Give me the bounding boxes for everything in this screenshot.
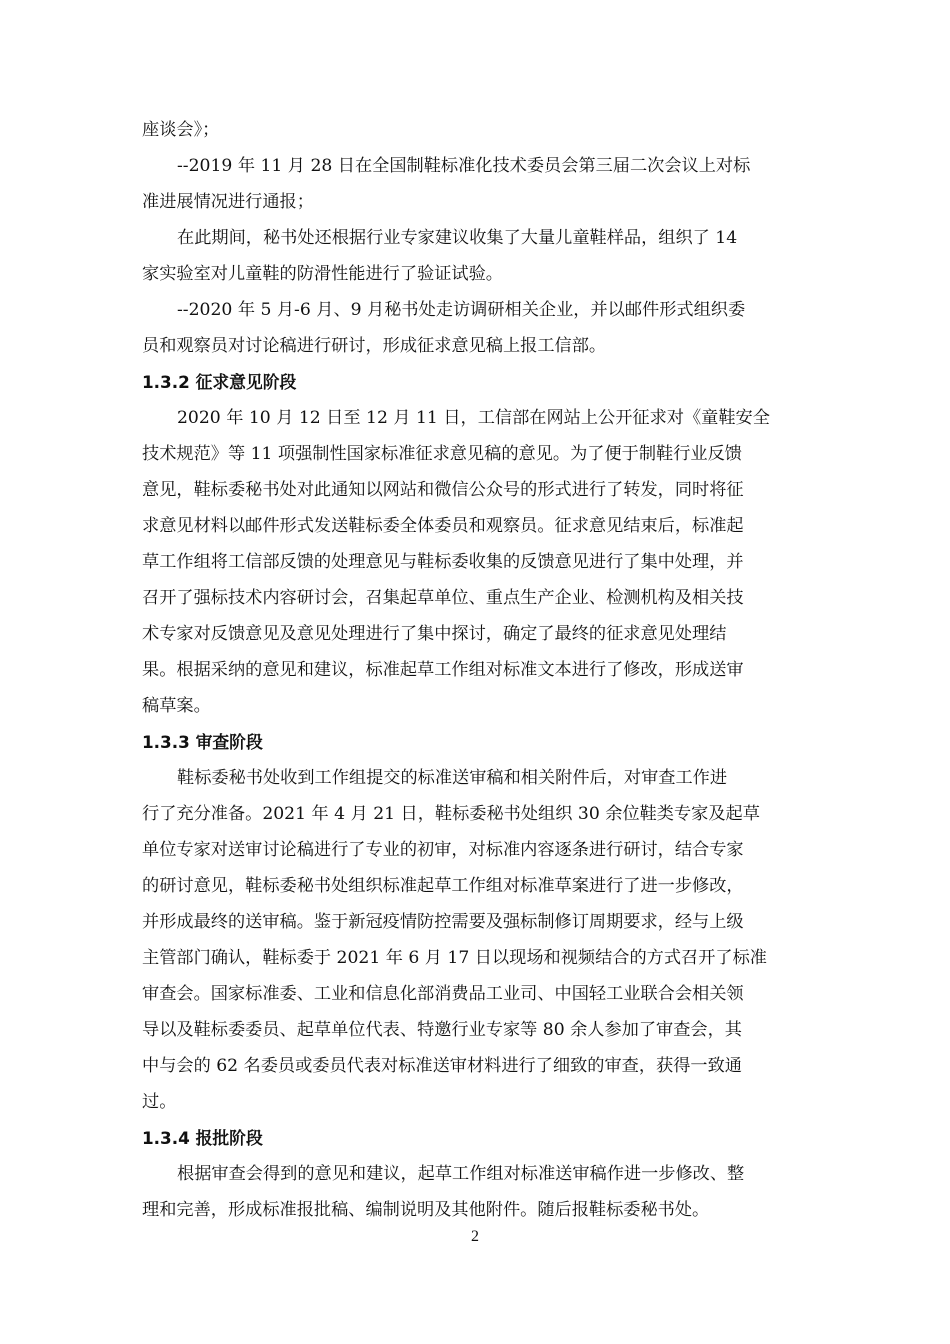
- text-line: 的研讨意见，鞋标委秘书处组织标准起草工作组对标准草案进行了进一步修改，: [142, 876, 744, 896]
- text-line: 意见，鞋标委秘书处对此通知以网站和微信公众号的形式进行了转发，同时将征: [142, 480, 744, 500]
- document-body: [142, 112, 810, 1228]
- text-line: --2019 年 11 月 28 日在全国制鞋标准化技术委员会第三届二次会议上对标: [177, 156, 751, 176]
- page-number: 2: [471, 1228, 479, 1245]
- text-line: 导以及鞋标委委员、起草单位代表、特邀行业专家等 80 余人参加了审查会，其: [142, 1020, 742, 1040]
- section-heading: 1.3.2 征求意见阶段: [142, 372, 297, 392]
- text-line: 审查会。国家标准委、工业和信息化部消费品工业司、中国轻工业联合会相关领: [142, 984, 744, 1004]
- text-line: 召开了强标技术内容研讨会，召集起草单位、重点生产企业、检测机构及相关技: [142, 588, 744, 608]
- text-line: 在此期间，秘书处还根据行业专家建议收集了大量儿童鞋样品，组织了 14: [177, 228, 738, 248]
- text-line: 术专家对反馈意见及意见处理进行了集中探讨，确定了最终的征求意见处理结: [142, 624, 727, 644]
- text-line: 准进展情况进行通报；: [142, 192, 314, 212]
- section-heading: 1.3.3 审查阶段: [142, 732, 263, 752]
- text-line: 并形成最终的送审稿。鉴于新冠疫情防控需要及强标制修订周期要求，经与上级: [142, 912, 744, 932]
- text-line: 鞋标委秘书处收到工作组提交的标准送审稿和相关附件后，对审查工作进: [177, 768, 728, 788]
- text-line: 稿草案。: [142, 696, 211, 716]
- text-line: 理和完善，形成标准报批稿、编制说明及其他附件。随后报鞋标委秘书处。: [142, 1200, 710, 1220]
- text-line: 主管部门确认，鞋标委于 2021 年 6 月 17 日以现场和视频结合的方式召开了标准: [142, 948, 767, 968]
- text-line: 求意见材料以邮件形式发送鞋标委全体委员和观察员。征求意见结束后，标准起: [142, 516, 744, 536]
- text-line: 2020 年 10 月 12 日至 12 月 11 日，工信部在网站上公开征求对《童鞋安全: [177, 408, 770, 428]
- text-line: 员和观察员对讨论稿进行研讨，形成征求意见稿上报工信部。: [142, 336, 607, 356]
- text-line: 过。: [142, 1092, 177, 1112]
- text-line: 家实验室对儿童鞋的防滑性能进行了验证试验。: [142, 264, 503, 284]
- text-line: 草工作组将工信部反馈的处理意见与鞋标委收集的反馈意见进行了集中处理，并: [142, 552, 744, 572]
- section-heading: 1.3.4 报批阶段: [142, 1128, 263, 1148]
- text-line: 根据审查会得到的意见和建议，起草工作组对标准送审稿作进一步修改、整: [177, 1164, 745, 1184]
- text-line: 技术规范》等 11 项强制性国家标准征求意见稿的意见。为了便于制鞋行业反馈: [142, 444, 742, 464]
- text-line: --2020 年 5 月-6 月、9 月秘书处走访调研相关企业，并以邮件形式组织委: [177, 300, 746, 320]
- text-line: 单位专家对送审讨论稿进行了专业的初审，对标准内容逐条进行研讨，结合专家: [142, 840, 744, 860]
- text-line: 行了充分准备。2021 年 4 月 21 日，鞋标委秘书处组织 30 余位鞋类专家及起草: [142, 804, 760, 824]
- text-line: 中与会的 62 名委员或委员代表对标准送审材料进行了细致的审查，获得一致通: [142, 1056, 742, 1076]
- text-line: 座谈会》；: [142, 120, 220, 140]
- text-line: 果。根据采纳的意见和建议，标准起草工作组对标准文本进行了修改，形成送审: [142, 660, 744, 680]
